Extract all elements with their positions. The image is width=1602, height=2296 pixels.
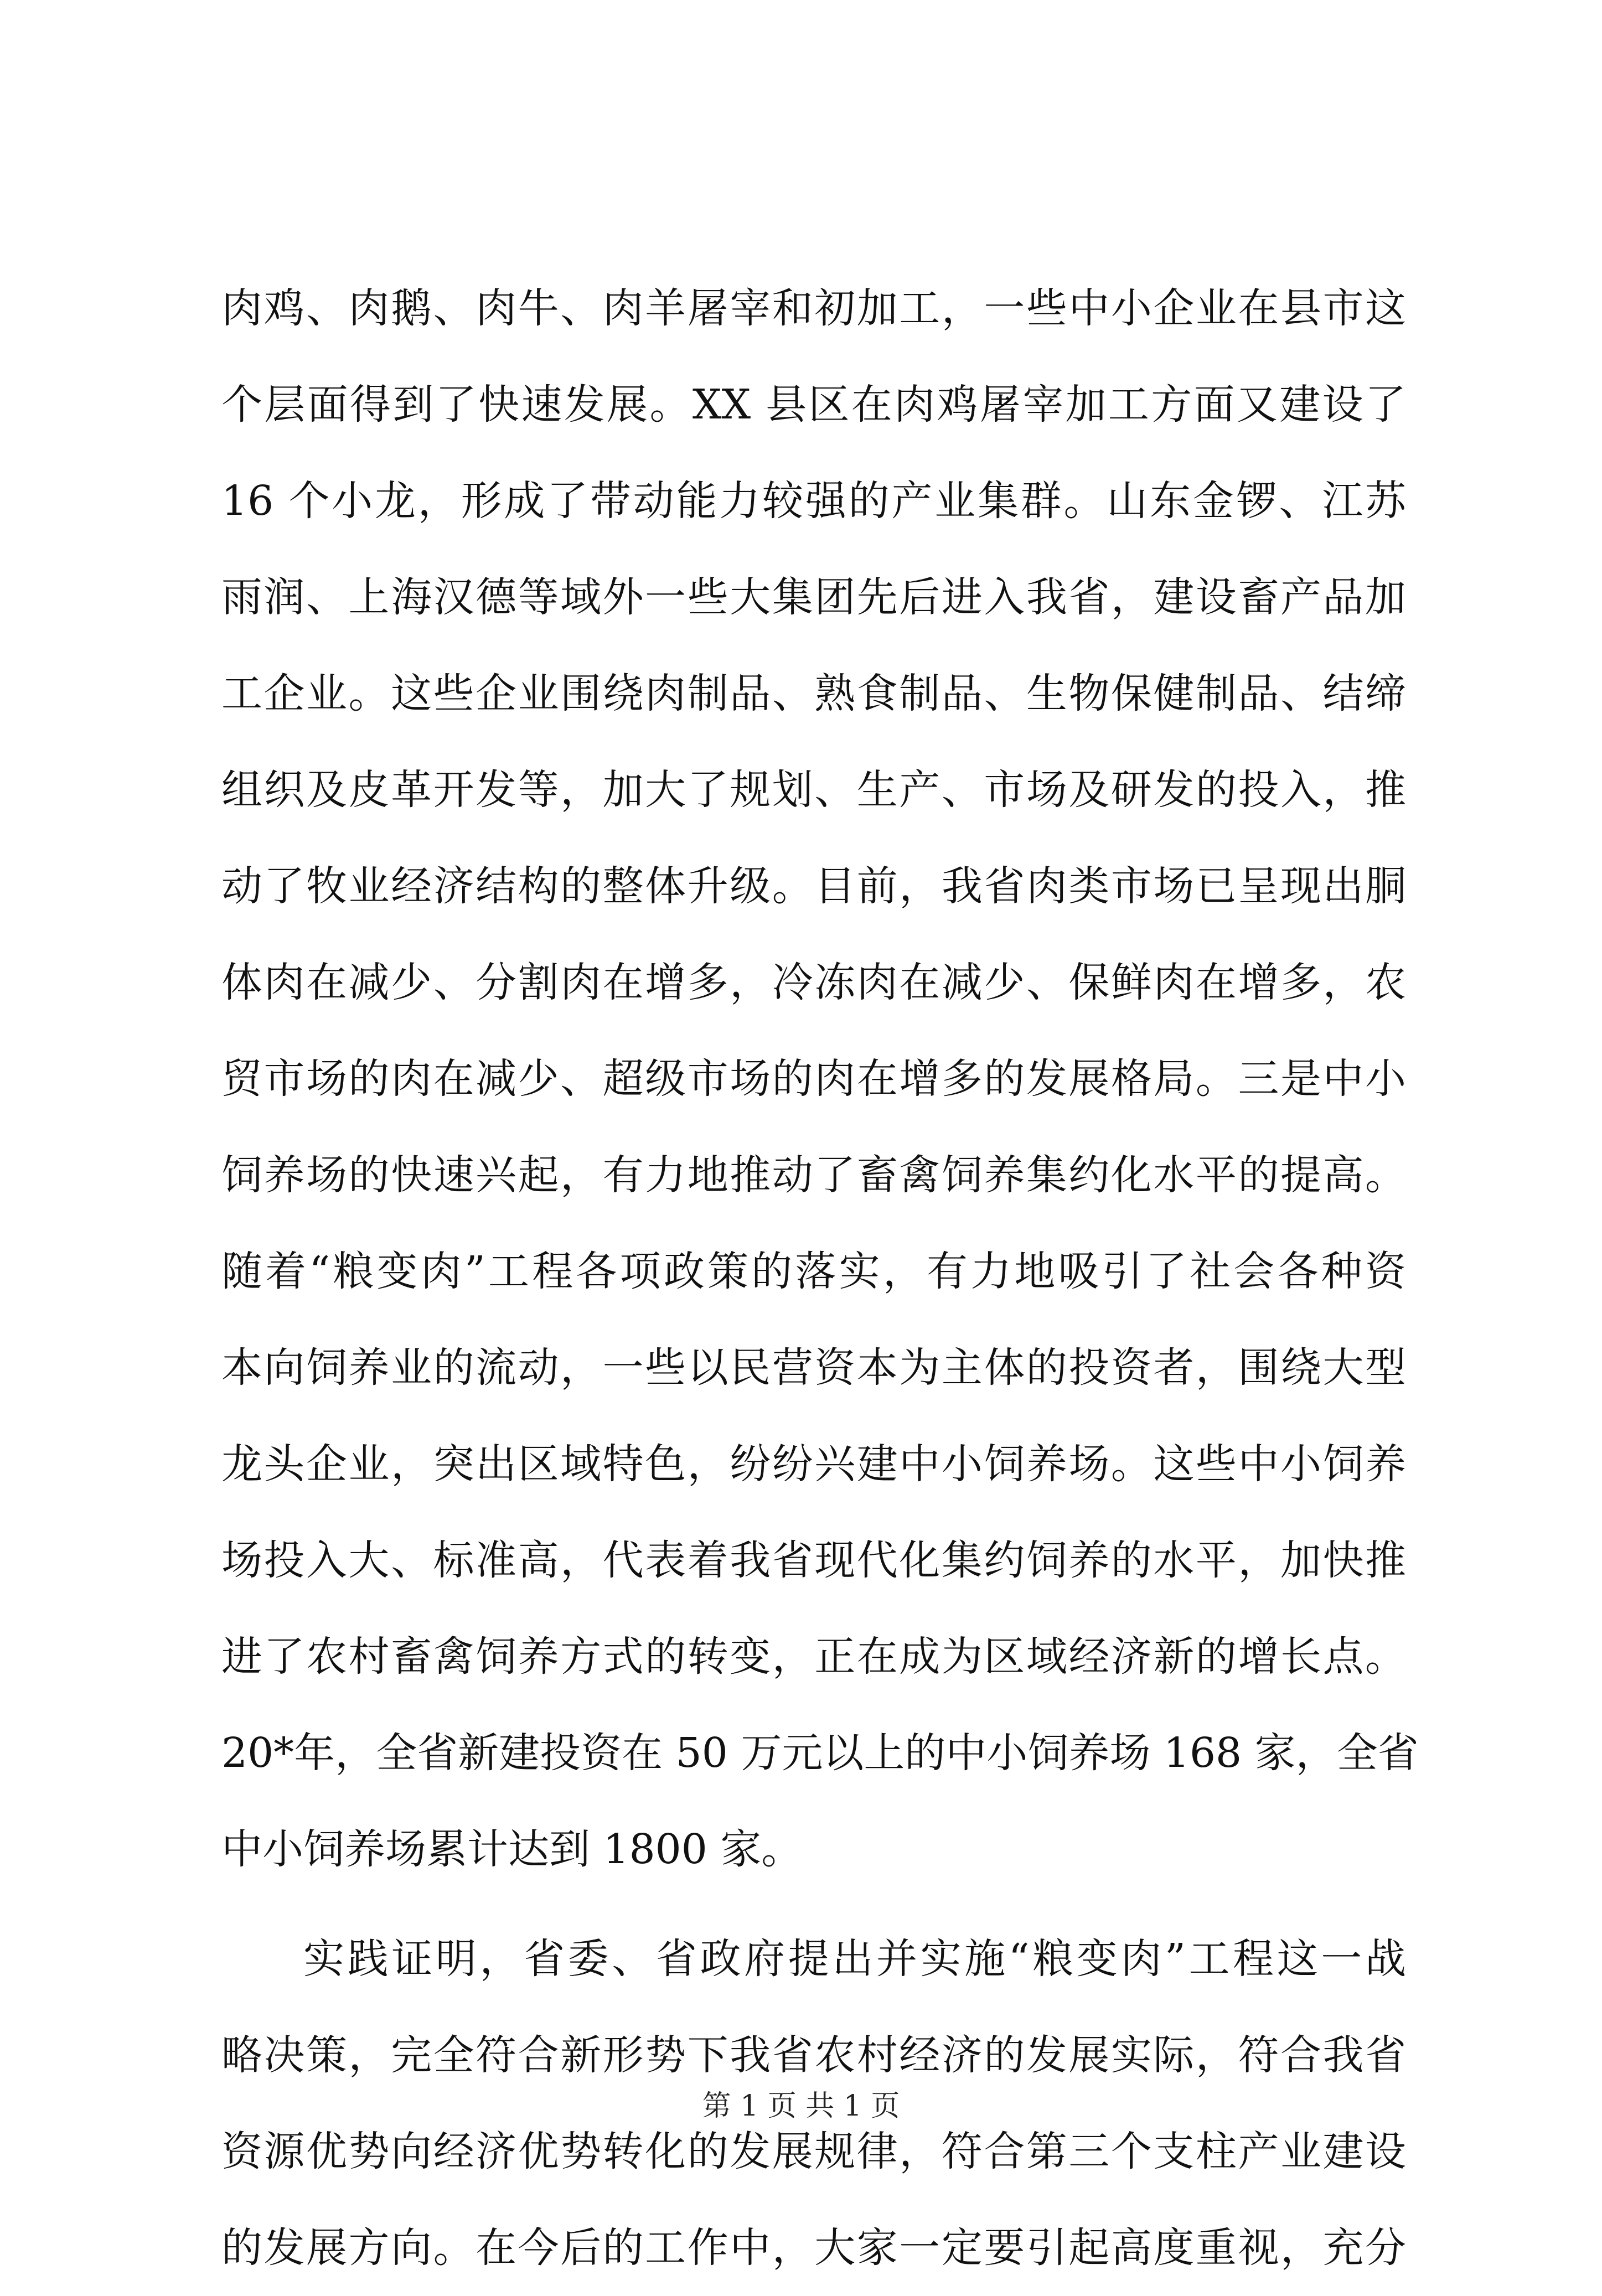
- text-line: 20*年，全省新建投资在 50 万元以上的中小饲养场 168 家，全省: [221, 1729, 1419, 1777]
- text-line: 16 个小龙，形成了带动能力较强的产业集群。山东金锣、江苏: [221, 477, 1406, 525]
- text-line: 动了牧业经济结构的整体升级。目前，我省肉类市场已呈现出胴: [221, 862, 1406, 910]
- text-line: 略决策，完全符合新形势下我省农村经济的发展实际，符合我省: [221, 2031, 1406, 2079]
- text-line: 中小饲养场累计达到 1800 家。: [221, 1826, 803, 1873]
- text-line: 实践证明，省委、省政府提出并实施“粮变肉”工程这一战: [303, 1935, 1406, 1983]
- text-line: 随着“粮变肉”工程各项政策的落实，有力地吸引了社会各种资: [221, 1248, 1406, 1295]
- text-line: 的发展方向。在今后的工作中，大家一定要引起高度重视，充分: [221, 2224, 1406, 2272]
- text-line: 本向饲养业的流动，一些以民营资本为主体的投资者，围绕大型: [221, 1344, 1406, 1392]
- text-line: 雨润、上海汉德等域外一些大集团先后进入我省，建设畜产品加: [221, 573, 1406, 621]
- text-line: 肉鸡、肉鹅、肉牛、肉羊屠宰和初加工，一些中小企业在县市这: [221, 285, 1406, 332]
- text-line: 饲养场的快速兴起，有力地推动了畜禽饲养集约化水平的提高。: [221, 1151, 1406, 1199]
- text-line: 场投入大、标准高，代表着我省现代化集约饲养的水平，加快推: [221, 1537, 1406, 1584]
- page-footer: [0, 2087, 1602, 2126]
- page-indicator: 第 1 页 共 1 页: [702, 2090, 900, 2123]
- text-line: 个层面得到了快速发展。XX 县区在肉鸡屠宰加工方面又建设了: [221, 381, 1406, 428]
- text-line: 资源优势向经济优势转化的发展规律，符合第三个支柱产业建设: [221, 2128, 1406, 2175]
- text-line: 进了农村畜禽饲养方式的转变，正在成为区域经济新的增长点。: [221, 1633, 1406, 1680]
- text-line: 贸市场的肉在减少、超级市场的肉在增多的发展格局。三是中小: [221, 1055, 1406, 1103]
- paragraph-1: [221, 260, 1419, 1897]
- text-line: 组织及皮革开发等，加大了规划、生产、市场及研发的投入，推: [221, 766, 1406, 814]
- text-line: 工企业。这些企业围绕肉制品、熟食制品、生物保健制品、结缔: [221, 670, 1406, 717]
- paragraph-gap: [221, 1897, 1406, 1911]
- text-line: 体肉在减少、分割肉在增多，冷冻肉在减少、保鲜肉在增多，农: [221, 959, 1406, 1006]
- text-line: 龙头企业，突出区域特色，纷纷兴建中小饲养场。这些中小饲养: [221, 1440, 1406, 1488]
- document-body: [221, 260, 1419, 2296]
